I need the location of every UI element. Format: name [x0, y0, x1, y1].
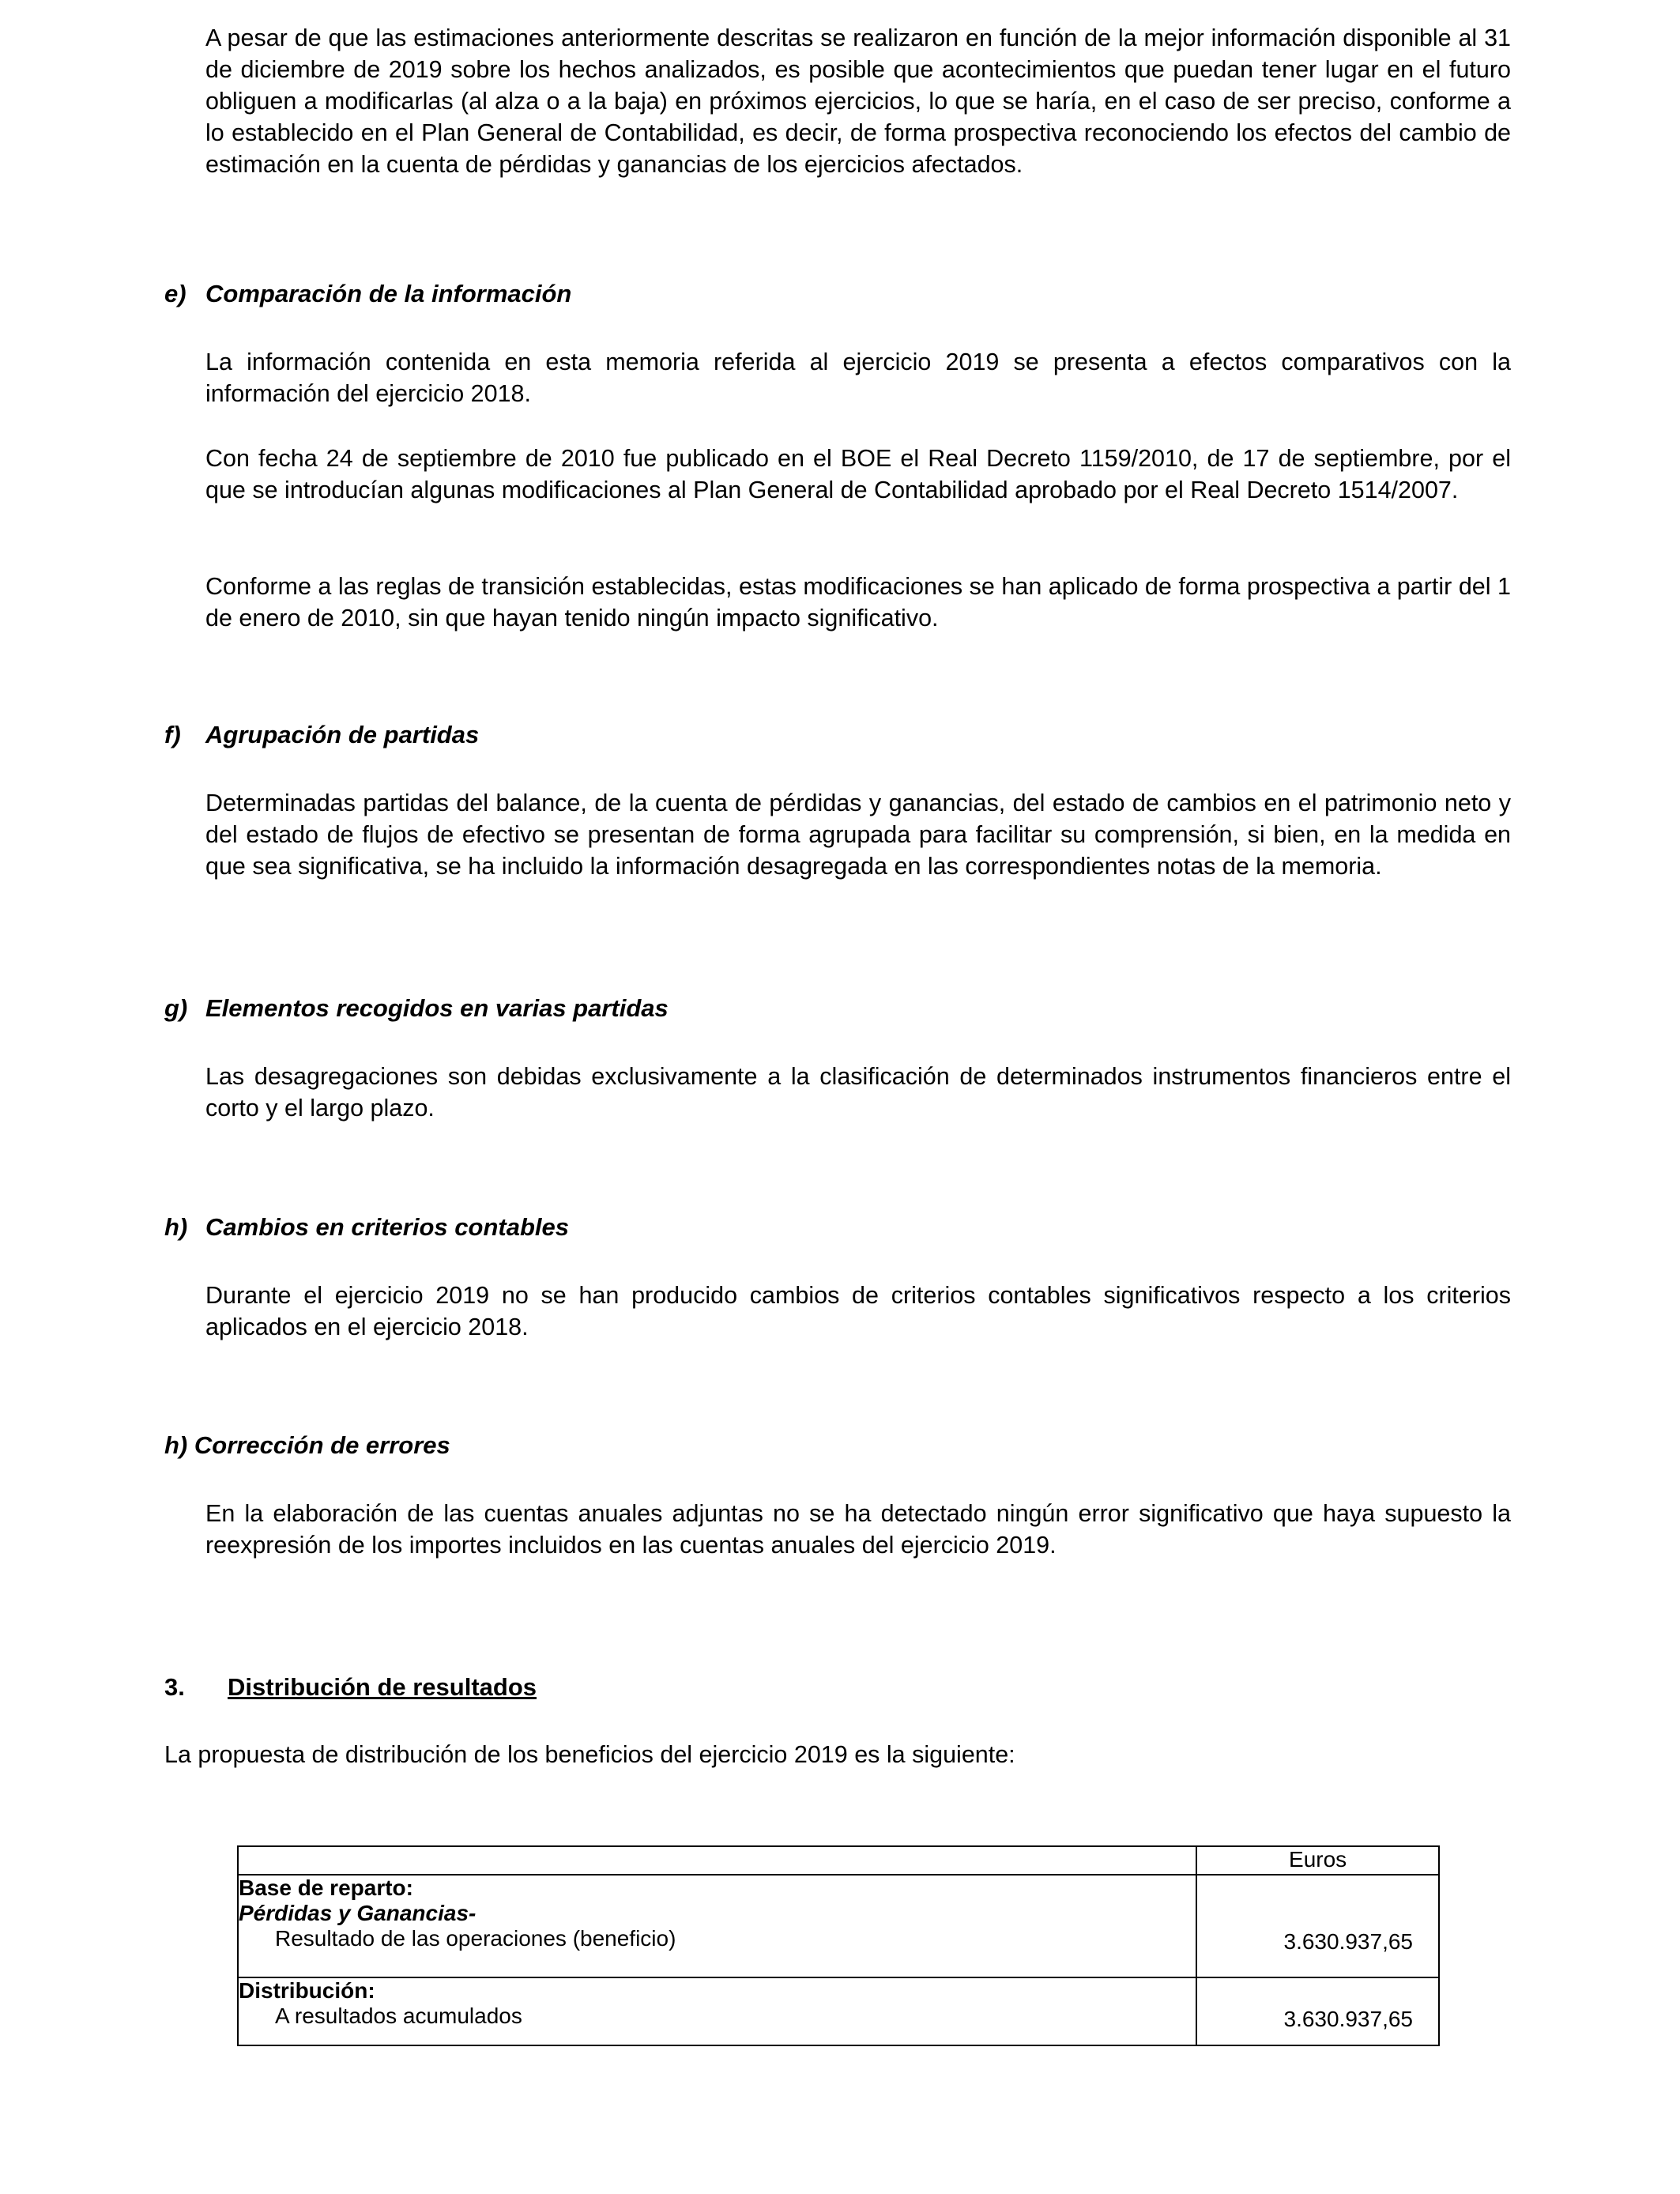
distribucion-value-cell	[1196, 1977, 1439, 2045]
section-f-letter: f)	[164, 721, 181, 748]
value-spacer-1	[1197, 1875, 1438, 1929]
base-reparto-value-cell	[1196, 1875, 1439, 1977]
section-h-cambios-paragraph-1: Durante el ejercicio 2019 no se han producido cambios de criterios contables significativos respecto a los criterios aplicados en el ejercicio 2018.	[205, 1282, 1511, 1340]
distribucion-cell	[238, 1977, 1196, 2045]
section-g-title: Elementos recogidos en varias partidas	[205, 994, 669, 1022]
section-f-title: Agrupación de partidas	[205, 721, 480, 748]
section-f-paragraph-1: Determinadas partidas del balance, de la cuenta de pérdidas y ganancias, del estado de cambios en el patrimonio neto y del estado de flujos de efectivo se presentan de forma agrupada para facilitar su comprensión, si bien, en la medida en que sea significativa, se ha incluido la información desagregada en las correspondientes notas de la memoria.	[205, 790, 1511, 880]
resultado-label: Resultado de las operaciones (beneficio)	[275, 1926, 676, 1951]
section-e-paragraph-3: Conforme a las reglas de transición establecidas, estas modificaciones se han aplicado de forma prospectiva a partir del 1 de enero de 2010, sin que hayan tenido ningún impacto significativo.	[205, 573, 1511, 631]
section-h-cambios-title: Cambios en criterios contables	[205, 1213, 569, 1241]
base-spacer	[239, 1951, 1196, 1977]
section-e-heading	[164, 278, 571, 310]
section-h-cambios-heading	[164, 1212, 569, 1243]
section-f-heading	[164, 719, 479, 751]
table-header-euros: Euros	[1196, 1846, 1439, 1875]
table-row-base	[238, 1875, 1439, 1977]
estimaciones-paragraph: A pesar de que las estimaciones anteriormente descritas se realizaron en función de la mejor información disponible al 31 de diciembre de 2019 sobre los hechos analizados, es posible que acontecimientos que puedan tener lugar en el futuro obliguen a modificarlas (al alza o a la baja) en próximos ejercicios, lo que se haría, en el caso de ser preciso, conforme a lo establecido en el Plan General de Contabilidad, es decir, de forma prospectiva reconociendo los efectos del cambio de estimación en la cuenta de pérdidas y ganancias de los ejercicios afectados.	[205, 25, 1511, 178]
section-g-letter: g)	[164, 994, 188, 1022]
distribucion-spacer	[239, 2029, 1196, 2045]
section-3-intro: La propuesta de distribución de los beneficios del ejercicio 2019 es la siguiente:	[164, 1741, 1015, 1768]
acumulados-value: 3.630.937,65	[1283, 2007, 1413, 2031]
table-header-row	[238, 1846, 1439, 1875]
value-spacer-2	[1197, 1978, 1438, 2007]
section-h-correccion-paragraph-1: En la elaboración de las cuentas anuales adjuntas no se ha detectado ningún error significativo que haya supuesto la reexpresión de los importes incluidos en las cuentas anuales del ejercicio 2019.	[205, 1500, 1511, 1559]
section-3-title	[164, 1672, 537, 1703]
acumulados-label: A resultados acumulados	[275, 2004, 522, 2028]
base-reparto-cell	[238, 1875, 1196, 1977]
section-e-letter: e)	[164, 280, 186, 307]
section-h-cambios-letter: h)	[164, 1213, 188, 1241]
section-e-paragraph-1: La información contenida en esta memoria referida al ejercicio 2019 se presenta a efectos comparativos con la información del ejercicio 2018.	[205, 349, 1511, 407]
resultado-value: 3.630.937,65	[1283, 1929, 1413, 1954]
section-g-paragraph-1: Las desagregaciones son debidas exclusivamente a la clasificación de determinados instrumentos financieros entre el corto y el largo plazo.	[205, 1063, 1511, 1122]
table-header-empty-cell	[238, 1846, 1196, 1875]
section-g-heading	[164, 993, 669, 1024]
table-row-distribucion	[238, 1977, 1439, 2045]
section-h-correccion-heading: h) Corrección de errores	[164, 1431, 450, 1459]
distribucion-label: Distribución:	[239, 1978, 375, 2003]
pyg-label: Pérdidas y Ganancias-	[239, 1901, 477, 1925]
section-e-paragraph-2: Con fecha 24 de septiembre de 2010 fue publicado en el BOE el Real Decreto 1159/2010, de 17 de septiembre, por el que se introducían algunas modificaciones al Plan General de Contabilidad aprobado por el Real Decreto 1514/2007.	[205, 445, 1511, 503]
base-reparto-label: Base de reparto:	[239, 1875, 413, 1900]
distribution-table	[237, 1845, 1440, 2046]
section-3-number: 3.	[164, 1673, 185, 1701]
section-e-title: Comparación de la información	[205, 280, 572, 307]
section-3-title-text: Distribución de resultados	[228, 1673, 537, 1701]
